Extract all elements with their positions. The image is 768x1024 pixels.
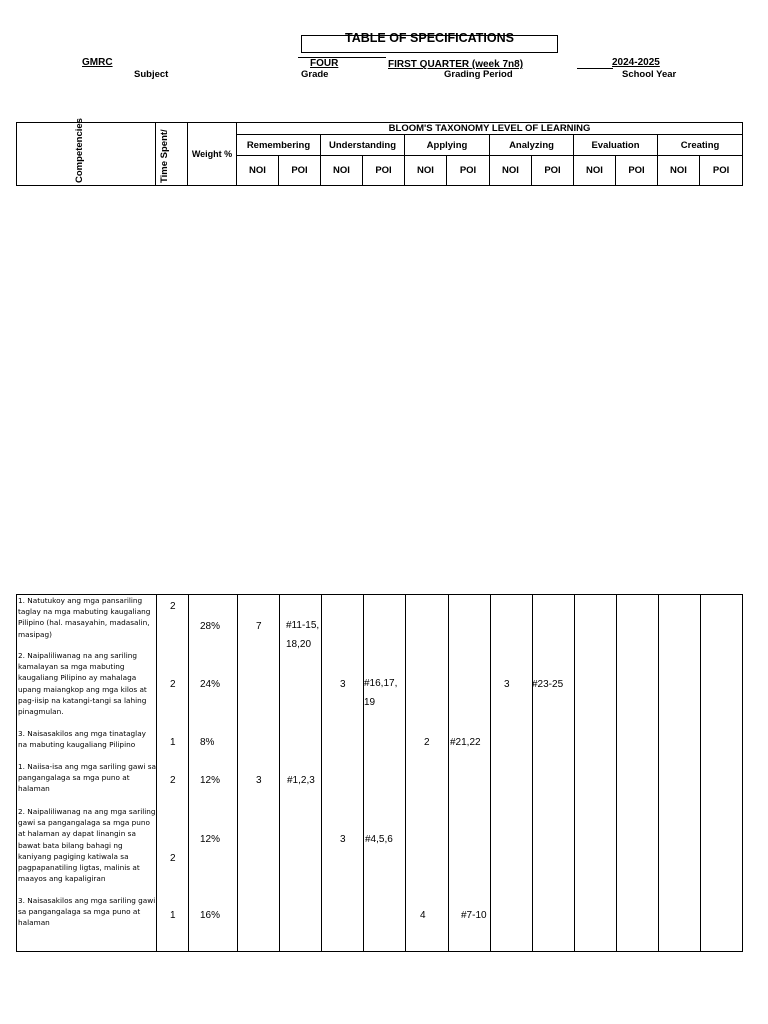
competency-1: 1. Natutukoy ang mga pansariling taglay na mga mabuting kaugaliang Pilipino (hal. masayahin, madasalin, masipag) (18, 596, 151, 639)
rem-noi-1: 7 (256, 621, 262, 632)
competency-4: 1. Naiisa-isa ang mga sariling gawi sa pangangalaga sa mga puno at halaman (18, 762, 156, 794)
weight-header: Weight % (188, 123, 237, 186)
noi-header: NOI (574, 156, 616, 186)
competencies-label: Competencies (74, 118, 85, 183)
subject-label: Subject (134, 69, 169, 80)
grading-period-value: FIRST QUARTER (week 7n8) (388, 59, 524, 70)
app-noi-6: 4 (420, 910, 426, 921)
weight-6: 16% (200, 910, 221, 921)
level-analyzing: Analyzing (490, 135, 574, 156)
rem-noi-4: 3 (256, 775, 262, 786)
rem-poi-4: #1,2,3 (287, 775, 315, 786)
ana-noi-2: 3 (504, 679, 510, 690)
noi-header: NOI (237, 156, 279, 186)
subject-value: GMRC (82, 57, 113, 68)
grading-period-label: Grading Period (444, 69, 513, 80)
time-spent-5: 2 (170, 853, 176, 864)
weight-4: 12% (200, 775, 221, 786)
level-applying: Applying (405, 135, 490, 156)
noi-header: NOI (321, 156, 363, 186)
poi-header: POI (279, 156, 321, 186)
weight-2: 24% (200, 679, 221, 690)
app-noi-3: 2 (424, 737, 430, 748)
competency-3: 3. Naisasakilos ang mga tinataglay na mabuting kaugaliang Pilipino (18, 729, 146, 750)
competency-2: 2. Naipaliliwanag na ang sariling kamalayan sa mga mabuting kaugaliang Pilipino ay mahalaga upang maiangkop ang mga kilos at pag-iisip na katangi-tangi sa lahing pinagmulan. (18, 651, 147, 717)
noi-header: NOI (490, 156, 532, 186)
year-underline (577, 68, 613, 69)
noi-header: NOI (405, 156, 447, 186)
und-noi-5: 3 (340, 834, 346, 845)
blooms-header: BLOOM'S TAXONOMY LEVEL OF LEARNING (237, 123, 743, 135)
time-spent-1: 2 (170, 601, 176, 612)
time-spent-3: 1 (170, 737, 176, 748)
und-poi-2: #16,17, 19 (364, 678, 398, 708)
und-poi-5: #4,5,6 (365, 834, 393, 845)
time-spent-6: 1 (170, 910, 176, 921)
tos-header-table (16, 118, 743, 186)
school-year-label: School Year (622, 69, 677, 80)
poi-header: POI (616, 156, 658, 186)
time-spent-label: Time Spent/ (158, 129, 170, 183)
level-evaluation: Evaluation (574, 135, 658, 156)
level-creating: Creating (658, 135, 743, 156)
competency-6: 3. Naisasakilos ang mga sariling gawi sa pangangalaga sa mga puno at halaman (18, 896, 156, 928)
weight-3: 8% (200, 737, 215, 748)
app-poi-6: #7-10 (461, 910, 487, 921)
school-year-value: 2024-2025 (612, 57, 660, 68)
poi-header: POI (447, 156, 490, 186)
rem-poi-1: #11-15, 18,20 (286, 620, 320, 650)
time-spent-header (156, 123, 188, 186)
app-poi-3: #21,22 (450, 737, 481, 748)
weight-5: 12% (200, 834, 221, 845)
weight-1: 28% (200, 621, 221, 632)
und-noi-2: 3 (340, 679, 346, 690)
grade-label: Grade (301, 69, 329, 80)
level-remembering: Remembering (237, 135, 321, 156)
competency-5: 2. Naipaliliwanag na ang mga sariling gawi sa pangangalaga sa mga puno at halaman ay dapat linangin sa bawat bata bilang bahagi ng kaniyang pagiging katiwala sa pagpapanatiling ligtas, malinis at maayos ang kapaligiran (18, 807, 156, 884)
poi-header: POI (532, 156, 574, 186)
time-spent-2: 2 (170, 679, 176, 690)
competencies-header (17, 118, 156, 186)
page-title: TABLE OF SPECIFICATIONS (345, 31, 514, 45)
poi-header: POI (700, 156, 743, 186)
grade-value: FOUR (310, 58, 339, 69)
time-spent-4: 2 (170, 775, 176, 786)
level-understanding: Understanding (321, 135, 405, 156)
ana-poi-2: #23-25 (532, 679, 564, 690)
noi-header: NOI (658, 156, 700, 186)
poi-header: POI (363, 156, 405, 186)
